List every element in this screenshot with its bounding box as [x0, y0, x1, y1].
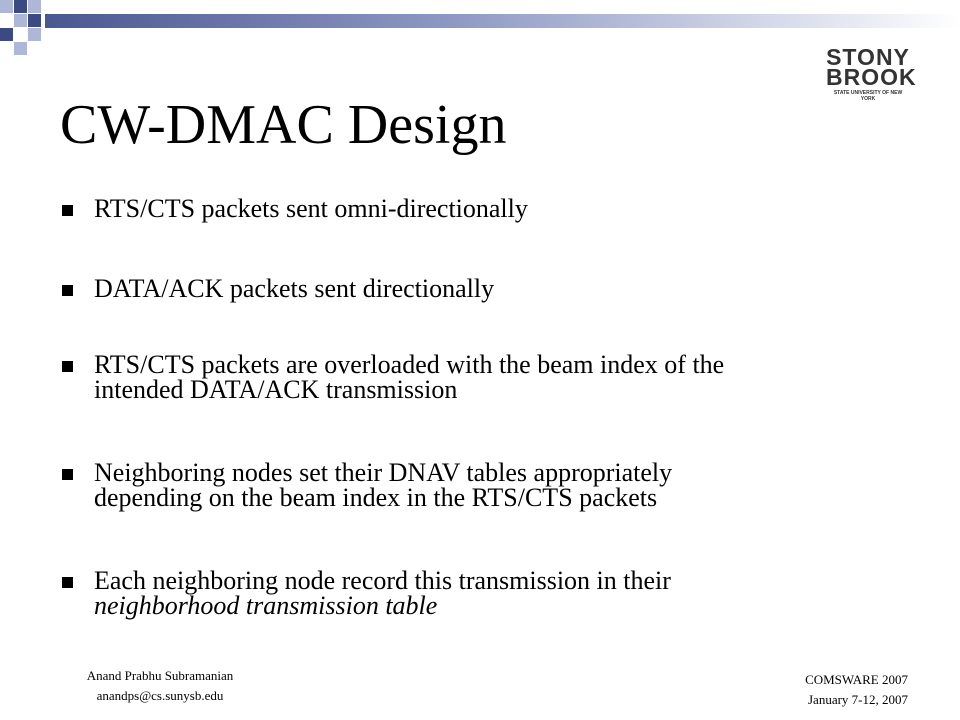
footer-conference-block — [740, 670, 908, 710]
footer-author: Anand Prabhu Subramanian — [86, 668, 234, 683]
header-gradient-bar — [45, 14, 960, 28]
bullet-item — [60, 196, 528, 221]
corner-square — [0, 0, 13, 13]
footer-conference: COMSWARE 2007 — [805, 672, 908, 687]
corner-square — [28, 14, 41, 27]
bullet-text: RTS/CTS packets sent omni-directionally — [94, 194, 528, 223]
corner-square — [14, 0, 27, 13]
logo-subtitle: STATE UNIVERSITY OF NEW YORK — [833, 90, 903, 102]
square-bullet-icon — [62, 469, 73, 480]
square-bullet-icon — [62, 361, 73, 372]
bullet-text-line-1: Each neighboring node record this transmission in their — [94, 566, 671, 595]
footer-dates: January 7-12, 2007 — [807, 692, 908, 707]
square-bullet-icon — [62, 285, 73, 296]
bullet-item — [60, 276, 494, 301]
bullet-item — [60, 460, 672, 510]
logo-line-1: STONY — [826, 44, 910, 70]
square-bullet-icon — [62, 577, 73, 588]
corner-square — [0, 28, 13, 41]
corner-decoration — [0, 0, 960, 60]
bullet-item — [60, 352, 724, 402]
bullet-item — [60, 568, 671, 618]
bullet-text-line-2: depending on the beam index in the RTS/CTS packets — [94, 483, 658, 512]
corner-square — [28, 0, 41, 13]
corner-square — [28, 28, 41, 41]
bullet-text-line-2-italic: neighborhood transmission table — [94, 591, 438, 620]
bullet-text: DATA/ACK packets sent directionally — [94, 274, 495, 303]
bullet-text-line-1: Neighboring nodes set their DNAV tables appropriately — [94, 458, 673, 487]
bullet-text-line-2: intended DATA/ACK transmission — [94, 375, 458, 404]
logo-line-2: BROOK — [826, 64, 917, 90]
corner-square — [14, 14, 27, 27]
footer-author-block — [40, 666, 280, 706]
footer-email: anandps@cs.sunysb.edu — [96, 688, 224, 703]
slide-title: CW-DMAC Design — [60, 94, 507, 156]
square-bullet-icon — [62, 205, 73, 216]
university-logo — [826, 44, 917, 102]
bullet-text-line-1: RTS/CTS packets are overloaded with the beam index of the — [94, 350, 725, 379]
corner-square — [14, 42, 27, 55]
